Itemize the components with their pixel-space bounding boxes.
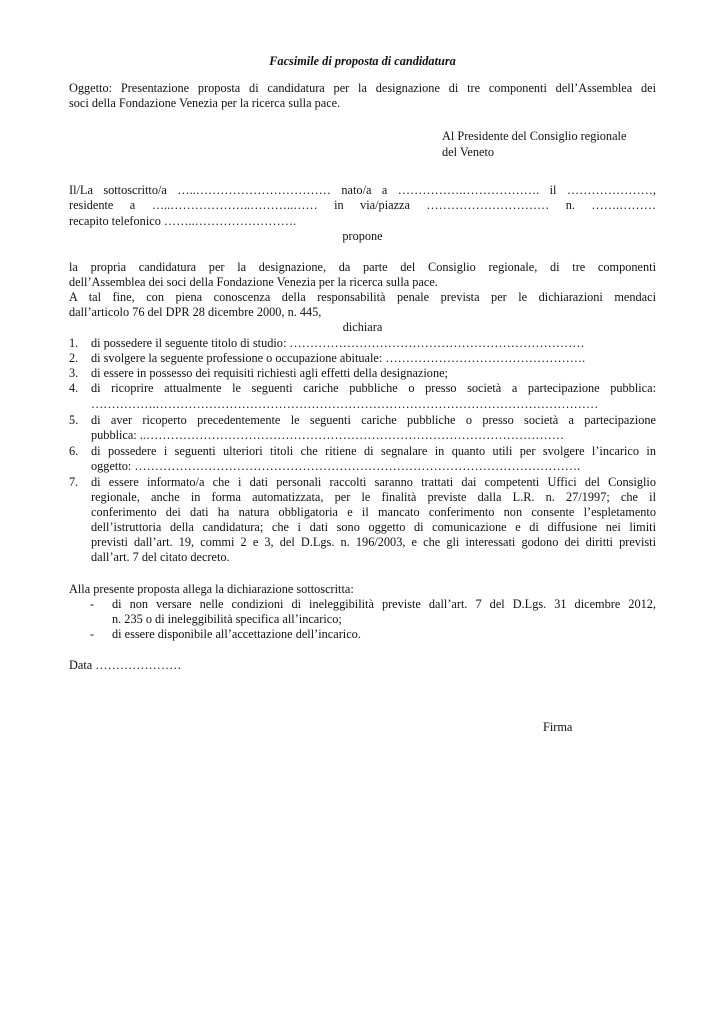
declaration-text: di possedere il seguente titolo di studio: ……………………………………………………………… [91,336,585,350]
document-title: Facsimile di proposta di candidatura [269,54,456,68]
candidacy-line-3: A tal fine, con piena conoscenza della responsabilità penale prevista per le dichiarazioni mendaci [69,290,656,304]
declaration-text: di ricoprire attualmente le seguenti cariche pubbliche o presso società a partecipazione pubblica: [91,381,656,395]
declaration-text: di essere in possesso dei requisiti richiesti agli effetti della designazione; [91,366,448,380]
personal-data-line-2: residente a …..………………..………..…… in via/piazza ………………………… n. …….……… [69,198,656,212]
dichiara-heading: dichiara [342,320,383,334]
declaration-text-continued: dall’art. 7 del citato decreto. [91,550,230,564]
declaration-number: 1. [69,336,79,350]
attachment-intro: Alla presente proposta allega la dichiarazione sottoscritta: [69,582,354,596]
declaration-text-continued: regionale, anche in forma automatizzata, per le finalità previste dalla L.R. n. 27/1997; che il [91,490,656,504]
date-field: Data ………………… [69,658,182,672]
declaration-number: 2. [69,351,79,365]
candidacy-line-4: dall’articolo 76 del DPR 28 dicembre 2000, n. 445, [69,305,322,319]
declaration-text-continued: conferimento dei dati ha natura obbligatoria e il mancato conferimento non consente l’espletamento [91,505,656,519]
personal-data-line-3: recapito telefonico ……..……………………. [69,214,297,228]
candidacy-line-1: la propria candidatura per la designazione, da parte del Consiglio regionale, di tre componenti [69,260,656,274]
declaration-text: di aver ricoperto precedentemente le seguenti cariche pubbliche o presso società a partecipazione [91,413,656,427]
declaration-number: 7. [69,475,79,489]
recipient-line-2: del Veneto [442,145,495,159]
personal-data-line-1: Il/La sottoscritto/a …..…………………………… nato/a a …………….………………. il …………………, [69,183,656,197]
candidacy-line-2: dell’Assemblea dei soci della Fondazione Venezia per la ricerca sulla pace. [69,275,438,289]
declaration-text: di possedere i seguenti ulteriori titoli che ritiene di segnalare in quanto utili per svolgere l’incarico in [91,444,656,458]
declaration-text-continued: pubblica: ..………………………………………………………………………………………… [91,428,565,442]
declaration-text: di svolgere la seguente professione o occupazione abituale: …………………………………………. [91,351,586,365]
declaration-text-continued: previsti dall’art. 19, commi 2 e 3, del D.Lgs. n. 196/2003, e che gli interessati godono dei diritti previsti [91,535,656,549]
declaration-text-continued: dell’istruttoria della candidatura; che i dati sono oggetto di comunicazione e di diffusione nei limiti [91,520,656,534]
bullet-dash: - [90,597,95,611]
declaration-text-continued: oggetto: ………………………………………………………………………………………………. [91,459,581,473]
signature-label: Firma [543,720,573,734]
attachment-bullet-1: di non versare nelle condizioni di ineleggibilità previste dall’art. 7 del D.Lgs. 31 dicembre 2012, [112,597,656,611]
attachment-bullet-1-continued: n. 235 o di ineleggibilità specifica all’incarico; [112,612,342,626]
declaration-number: 6. [69,444,79,458]
declaration-text-continued: …………….……………………………………………………………………………………………… [91,397,599,411]
declaration-number: 3. [69,366,79,380]
declaration-text: di essere informato/a che i dati personali raccolti saranno trattati dai competenti Uffici del Consiglio [91,475,656,489]
declaration-number: 4. [69,381,79,395]
subject-line-1: Oggetto: Presentazione proposta di candidatura per la designazione di tre componenti dell’Assemblea dei [69,81,656,95]
declaration-number: 5. [69,413,79,427]
subject-line-2: soci della Fondazione Venezia per la ricerca sulla pace. [69,96,341,110]
bullet-dash: - [90,627,95,641]
attachment-bullet-2: di essere disponibile all’accettazione dell’incarico. [112,627,361,641]
recipient-line-1: Al Presidente del Consiglio regionale [442,129,627,143]
propone-heading: propone [342,229,383,243]
